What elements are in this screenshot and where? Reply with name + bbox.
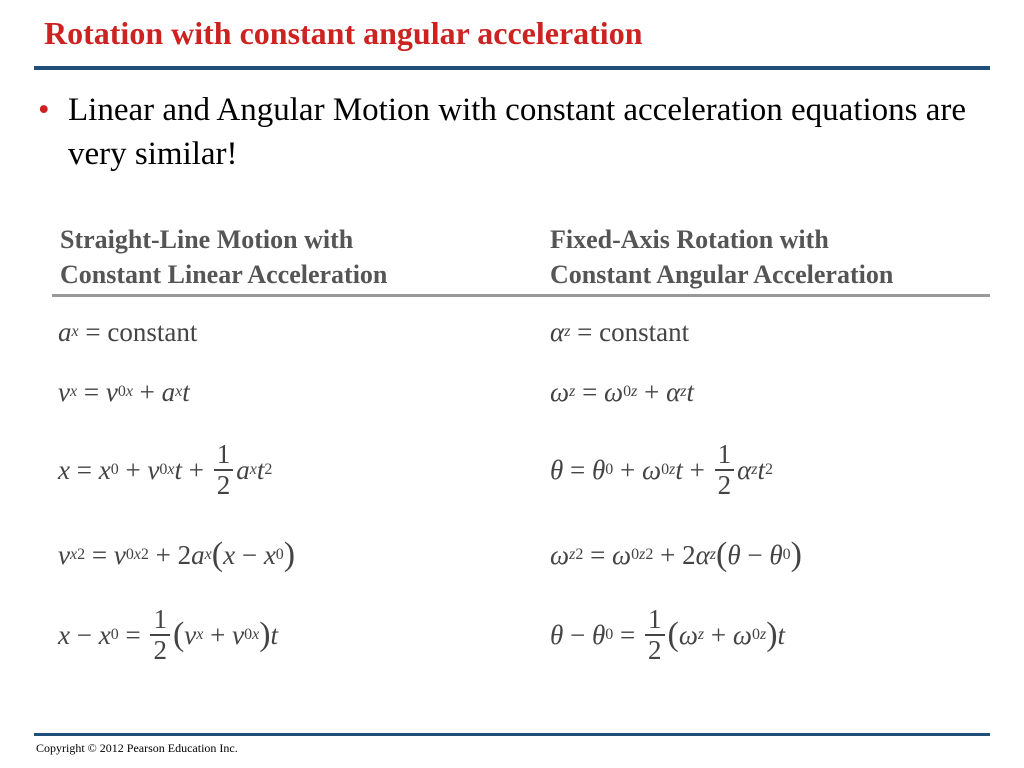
left-header-line-1: Straight-Line Motion with [60, 225, 354, 254]
right-column-header [550, 222, 893, 292]
right-header-line-2: Constant Angular Acceleration [550, 260, 894, 289]
left-equation-5: x − x 0 = $\frac{1}{2}$ ( v x + v 0x ) t [58, 604, 279, 665]
left-column-header [60, 222, 387, 292]
left-equation-3: x = x 0 + v 0x t + $\frac{1}{2}$ a x t 2 [58, 439, 273, 500]
right-equation-2: ω z = ω 0z + α z t [550, 376, 695, 407]
one-half-fraction: $\frac{1}{2}$ [214, 440, 234, 500]
bullet-text: Linear and Angular Motion with constant acceleration equations are very similar! [68, 92, 967, 172]
copyright-footer: Copyright © 2012 Pearson Education Inc. [36, 741, 238, 755]
right-equation-5: θ − θ 0 = $\frac{1}{2}$ ( ω z + ω 0z ) t [550, 604, 786, 665]
right-header-line-1: Fixed-Axis Rotation with [550, 225, 829, 254]
one-half-fraction: $\frac{1}{2}$ [645, 605, 665, 665]
constant-word: constant [107, 316, 198, 347]
title-divider [34, 66, 990, 70]
right-equation-3: θ = θ 0 + ω 0z t + $\frac{1}{2}$ α z t 2 [550, 439, 773, 500]
left-equation-4: v x 2 = v 0x 2 + 2 a x ( x − x 0 ) [58, 536, 296, 573]
slide-title: Rotation with constant angular acceleration [44, 15, 643, 51]
left-equation-2: v x = v 0x + a x t [58, 376, 190, 407]
bullet-dot-icon: • [38, 92, 50, 128]
one-half-fraction: $\frac{1}{2}$ [715, 440, 735, 500]
table-header-divider [52, 294, 990, 297]
left-equation-1: a x = constant [58, 316, 198, 347]
one-half-fraction: $\frac{1}{2}$ [150, 605, 170, 665]
right-equation-1: α z = constant [550, 316, 690, 347]
left-header-line-2: Constant Linear Acceleration [60, 260, 388, 289]
footer-divider [34, 733, 990, 736]
constant-word: constant [599, 316, 690, 347]
right-equation-4: ω z 2 = ω 0z 2 + 2 α z ( θ − θ 0 ) [550, 536, 802, 573]
